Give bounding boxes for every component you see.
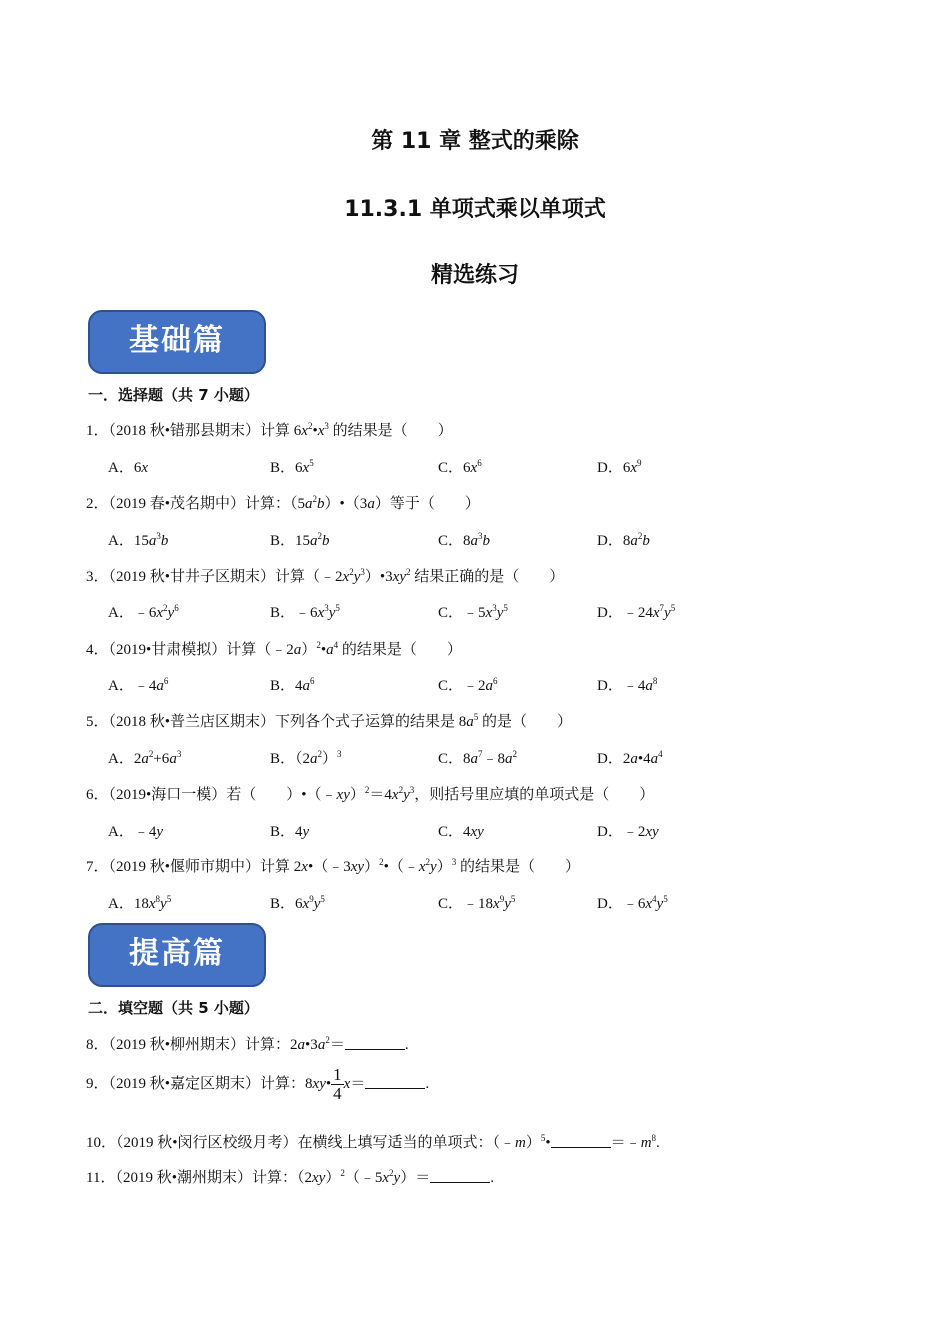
option-3c[interactable]: C．$﹣5x^3y^5$ — [438, 603, 508, 621]
basic-banner: 基础篇 — [88, 310, 266, 374]
question-8: 8．（2019 秋•柳州期末）计算：$2a•3a^2=$ . — [86, 1035, 409, 1053]
option-6a[interactable]: A．﹣4y — [108, 824, 164, 840]
option-1a[interactable]: A．6x — [108, 460, 149, 476]
option-1c[interactable]: C．$6x^6$ — [438, 458, 482, 476]
question-1: 1．（2018 秋•错那县期末）计算 $6x^2•x^3$ 的结果是（ ） — [86, 421, 453, 439]
answer-blank-8[interactable] — [345, 1037, 405, 1050]
option-7a[interactable]: A．$18x^8y^5$ — [108, 894, 172, 912]
answer-blank-9[interactable] — [365, 1076, 425, 1089]
question-4: 4．（2019•甘肃模拟）计算$(﹣2a)^2•a^4$ 的结果是（ ） — [86, 640, 462, 658]
option-5c[interactable]: C．$8a^7﹣8a^2$ — [438, 749, 518, 767]
question-5: 5．（2018 秋•普兰店区期末）下列各个式子运算的结果是 $8a^5$ 的是（ ） — [86, 712, 573, 730]
option-6b[interactable]: B．4y — [270, 824, 310, 840]
option-4d[interactable]: D．$﹣4a^8$ — [597, 676, 658, 694]
option-4c[interactable]: C．$﹣2a^6$ — [438, 676, 498, 694]
option-2c[interactable]: C．$8a^3b$ — [438, 531, 491, 549]
answer-blank-10[interactable] — [551, 1135, 611, 1148]
question-3: 3．（2019 秋•甘井子区期末）计算$(﹣2x^2y^3)•3xy^2$ 结果正确的是（ ） — [86, 567, 565, 585]
option-4a[interactable]: A．$﹣4a^6$ — [108, 676, 169, 694]
option-5a[interactable]: A．$2a^2+6a^3$ — [108, 749, 182, 767]
option-1b[interactable]: B．$6x^5$ — [270, 458, 314, 476]
option-2d[interactable]: D．$8a^2b$ — [597, 531, 650, 549]
answer-blank-11[interactable] — [430, 1170, 490, 1183]
option-7d[interactable]: D．$﹣6x^4y^5$ — [597, 894, 668, 912]
option-7b[interactable]: B．$6x^9y^5$ — [270, 894, 325, 912]
option-6c[interactable]: C．4xy — [438, 824, 484, 840]
chapter-title: 第 11 章 整式的乘除 — [371, 129, 579, 154]
fill-section-heading: 二．填空题（共 5 小题） — [88, 999, 259, 1017]
choice-section-heading: 一．选择题（共 7 小题） — [88, 386, 259, 404]
option-3b[interactable]: B．$﹣6x^3y^5$ — [270, 603, 340, 621]
question-10: 10．（2019 秋•闵行区校级月考）在横线上填写适当的单项式：（﹣m）$^5$• $=﹣m^8$. — [86, 1133, 660, 1151]
option-4b[interactable]: B．$4a^6$ — [270, 676, 315, 694]
question-2: 2．（2019 春•茂名期中）计算：$(5a^2b)•(3a)$等于（ ） — [86, 494, 480, 512]
option-3a[interactable]: A．$﹣6x^2y^6$ — [108, 603, 179, 621]
question-7: 7．（2019 秋•偃师市期中）计算 $2x•(﹣3xy)^2•(﹣x^2y)^3$ 的结果是（ ） — [86, 857, 580, 875]
fraction-one-quarter: $\frac{1}{4}$ — [333, 1065, 342, 1103]
question-11: 11．（2019 秋•潮州期末）计算：$(2xy)^2(﹣5x^2y)=$ . — [86, 1168, 494, 1186]
option-2b[interactable]: B．$15a^2b$ — [270, 531, 330, 549]
advanced-banner: 提高篇 — [88, 923, 266, 987]
option-5b[interactable]: B．$(2a^2)^3$ — [270, 749, 342, 767]
option-1d[interactable]: D．$6x^9$ — [597, 458, 642, 476]
question-9: 9．（2019 秋•嘉定区期末）计算：8xy• $\frac{1}{4}$ x＝ . — [86, 1065, 430, 1103]
subtitle: 精选练习 — [430, 263, 519, 288]
option-6d[interactable]: D．﹣2xy — [597, 824, 659, 840]
option-7c[interactable]: C．$﹣18x^9y^5$ — [438, 894, 516, 912]
option-2a[interactable]: A．$15a^3b$ — [108, 531, 169, 549]
option-5d[interactable]: D．$2a•4a^4$ — [597, 749, 663, 767]
question-6: 6．（2019•海口一模）若（ ）$•(﹣xy)^2=4x^2y^3$，则括号里应填的单项式是（ ） — [86, 785, 655, 803]
section-title: 11.3.1 单项式乘以单项式 — [344, 197, 606, 222]
option-3d[interactable]: D．$﹣24x^7y^5$ — [597, 603, 676, 621]
